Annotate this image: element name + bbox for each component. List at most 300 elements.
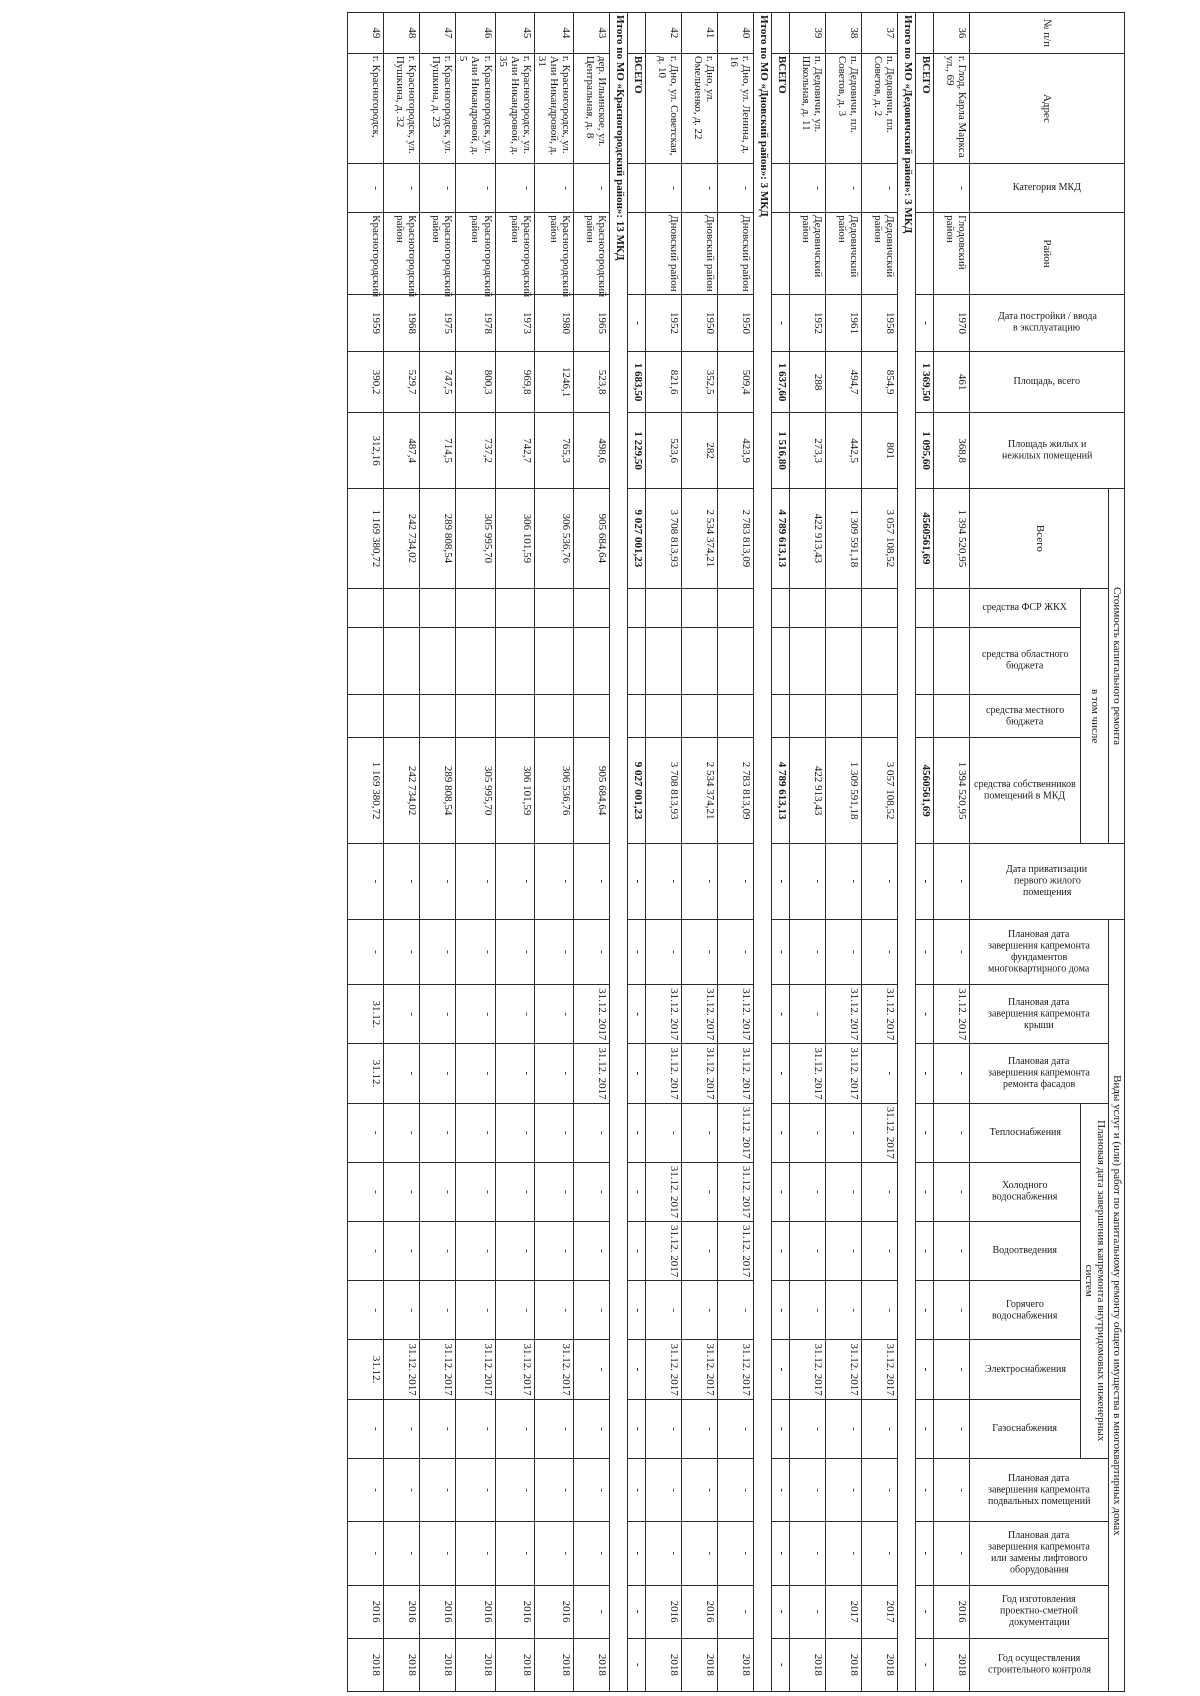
- fsr-cell: [420, 588, 456, 627]
- year-cell: 1978: [456, 294, 495, 351]
- gas-date-cell: -: [348, 1399, 384, 1458]
- table-row: [718, 13, 754, 1692]
- regional-cell: [682, 627, 718, 694]
- foundation-date-cell: -: [534, 919, 573, 984]
- address-cell: г. Красногородск, ул. Пушкина, д. 32: [384, 53, 420, 163]
- foundation-date-cell: -: [934, 919, 970, 984]
- foundation-date-cell: -: [646, 919, 682, 984]
- header-owners: средства собственников помещений в МКД: [970, 738, 1081, 844]
- table-row: [826, 13, 862, 1692]
- category-cell: -: [495, 164, 534, 213]
- area-total-cell: 509,4: [718, 352, 754, 413]
- electric-date-cell: 31.12. 2017: [456, 1340, 495, 1399]
- electric-date-cell: 31.12. 2017: [862, 1340, 898, 1399]
- year-cell: 1958: [862, 294, 898, 351]
- header-cost-group: Стоимость капитального ремонта: [1109, 488, 1125, 843]
- cold-water-date-cell: -: [534, 1162, 573, 1221]
- hot-water-date-cell: -: [348, 1281, 384, 1340]
- year-cell: 1959: [348, 294, 384, 351]
- table-row: [934, 13, 970, 1692]
- gas-date-cell: -: [916, 1399, 934, 1458]
- roof-date-cell: 31.12. 2017: [934, 985, 970, 1044]
- privatization-cell: -: [916, 844, 934, 920]
- area-living-cell: 737,2: [456, 413, 495, 489]
- sewer-date-cell: -: [456, 1222, 495, 1281]
- header-electric: Электроснабжения: [970, 1340, 1081, 1399]
- fsr-cell: [534, 588, 573, 627]
- foundation-date-cell: -: [628, 919, 646, 984]
- district-cell: Дновский район: [718, 213, 754, 295]
- control-year-cell: 2018: [420, 1638, 456, 1691]
- design-year-cell: 2017: [862, 1585, 898, 1638]
- gas-date-cell: -: [826, 1399, 862, 1458]
- facade-date-cell: -: [628, 1044, 646, 1103]
- electric-date-cell: 31.12. 2017: [682, 1340, 718, 1399]
- facade-date-cell: -: [916, 1044, 934, 1103]
- fsr-cell: [646, 588, 682, 627]
- row-number: 43: [574, 13, 610, 54]
- table-body: [348, 13, 970, 1692]
- cold-water-date-cell: -: [826, 1162, 862, 1221]
- area-living-cell: 714,5: [420, 413, 456, 489]
- design-year-cell: 2016: [348, 1585, 384, 1638]
- design-year-cell: -: [790, 1585, 826, 1638]
- basement-date-cell: -: [916, 1458, 934, 1521]
- header-category: Категория МКД: [970, 164, 1125, 213]
- hot-water-date-cell: -: [574, 1281, 610, 1340]
- elevator-date-cell: -: [826, 1522, 862, 1585]
- heat-date-cell: -: [826, 1103, 862, 1162]
- design-year-cell: -: [772, 1585, 790, 1638]
- area-living-cell: 765,3: [534, 413, 573, 489]
- row-number: 47: [420, 13, 456, 54]
- district-cell: Красногородский район: [495, 213, 534, 295]
- address-cell: г. Дно, ул. Омельченко, д. 22: [682, 53, 718, 163]
- control-year-cell: 2018: [682, 1638, 718, 1691]
- heat-date-cell: -: [384, 1103, 420, 1162]
- heat-date-cell: 31.12. 2017: [718, 1103, 754, 1162]
- facade-date-cell: 31.12.: [348, 1044, 384, 1103]
- gas-date-cell: -: [384, 1399, 420, 1458]
- table-row: [790, 13, 826, 1692]
- owners-funds-cell: 1 309 591,18: [826, 738, 862, 844]
- electric-date-cell: -: [934, 1340, 970, 1399]
- total-cost-cell: 2 534 374,21: [682, 488, 718, 588]
- total-cost-cell: 4560561,69: [916, 488, 934, 588]
- hot-water-date-cell: -: [826, 1281, 862, 1340]
- address-cell: г. Красногородск, ул. Ани Никандровой, д. 5: [456, 53, 495, 163]
- group-row: [754, 13, 772, 1692]
- roof-date-cell: 31.12. 2017: [862, 985, 898, 1044]
- elevator-date-cell: -: [534, 1522, 573, 1585]
- roof-date-cell: 31.12.: [348, 985, 384, 1044]
- address-cell: ВСЕГО: [772, 53, 790, 163]
- category-cell: -: [826, 164, 862, 213]
- area-total-cell: 390,2: [348, 352, 384, 413]
- header-foundation: Плановая дата завершения капремонта фундаментов многоквартирного дома: [970, 919, 1109, 984]
- table-row: [420, 13, 456, 1692]
- foundation-date-cell: -: [826, 919, 862, 984]
- local-cell: [718, 695, 754, 738]
- category-cell: [916, 164, 934, 213]
- hot-water-date-cell: -: [934, 1281, 970, 1340]
- control-year-cell: 2018: [534, 1638, 573, 1691]
- fsr-cell: [574, 588, 610, 627]
- electric-date-cell: 31.12. 2017: [384, 1340, 420, 1399]
- fsr-cell: [718, 588, 754, 627]
- design-year-cell: 2016: [456, 1585, 495, 1638]
- gas-date-cell: -: [495, 1399, 534, 1458]
- total-cost-cell: 242 734,02: [384, 488, 420, 588]
- group-row: [898, 13, 916, 1692]
- hot-water-date-cell: -: [646, 1281, 682, 1340]
- control-year-cell: 2018: [826, 1638, 862, 1691]
- local-cell: [384, 695, 420, 738]
- category-cell: -: [574, 164, 610, 213]
- year-cell: -: [916, 294, 934, 351]
- regional-cell: [456, 627, 495, 694]
- district-cell: Красногородский район: [456, 213, 495, 295]
- facade-date-cell: -: [862, 1044, 898, 1103]
- year-cell: 1965: [574, 294, 610, 351]
- address-cell: г. Дно, ул. Советская, д. 10: [646, 53, 682, 163]
- facade-date-cell: -: [495, 1044, 534, 1103]
- year-cell: -: [628, 294, 646, 351]
- owners-funds-cell: 289 808,54: [420, 738, 456, 844]
- row-number: 48: [384, 13, 420, 54]
- header-num: № п/п: [970, 13, 1125, 54]
- district-cell: Дедовичский район: [826, 213, 862, 295]
- district-cell: Дновский район: [682, 213, 718, 295]
- row-number: 40: [718, 13, 754, 54]
- header-basement: Плановая дата завершения капремонта подвальных помещений: [970, 1458, 1109, 1521]
- design-year-cell: 2016: [420, 1585, 456, 1638]
- area-living-cell: 498,6: [574, 413, 610, 489]
- sewer-date-cell: -: [628, 1222, 646, 1281]
- elevator-date-cell: -: [348, 1522, 384, 1585]
- control-year-cell: 2018: [348, 1638, 384, 1691]
- year-cell: 1973: [495, 294, 534, 351]
- area-living-cell: 312,16: [348, 413, 384, 489]
- electric-date-cell: -: [772, 1340, 790, 1399]
- foundation-date-cell: -: [916, 919, 934, 984]
- row-number: [772, 13, 790, 54]
- header-heat: Теплоснабжения: [970, 1103, 1081, 1162]
- owners-funds-cell: 4560561,69: [916, 738, 934, 844]
- elevator-date-cell: -: [682, 1522, 718, 1585]
- sewer-date-cell: -: [534, 1222, 573, 1281]
- basement-date-cell: -: [646, 1458, 682, 1521]
- electric-date-cell: 31.12. 2017: [420, 1340, 456, 1399]
- design-year-cell: 2016: [495, 1585, 534, 1638]
- privatization-cell: -: [826, 844, 862, 920]
- local-cell: [574, 695, 610, 738]
- privatization-cell: -: [534, 844, 573, 920]
- district-cell: [772, 213, 790, 295]
- header-regional: средства областного бюджета: [970, 627, 1081, 694]
- gas-date-cell: -: [534, 1399, 573, 1458]
- regional-cell: [646, 627, 682, 694]
- local-cell: [826, 695, 862, 738]
- heat-date-cell: -: [348, 1103, 384, 1162]
- control-year-cell: -: [628, 1638, 646, 1691]
- table-row: [348, 13, 384, 1692]
- privatization-cell: -: [790, 844, 826, 920]
- address-cell: г. Красногородск, ул. Пушкина, д. 23: [420, 53, 456, 163]
- roof-date-cell: -: [534, 985, 573, 1044]
- header-design-year: Год изготовления проектно-сметной документации: [970, 1585, 1109, 1638]
- header-facade: Плановая дата завершения капремонта ремонта фасадов: [970, 1044, 1109, 1103]
- elevator-date-cell: -: [646, 1522, 682, 1585]
- foundation-date-cell: -: [384, 919, 420, 984]
- privatization-cell: -: [495, 844, 534, 920]
- total-cost-cell: 305 995,70: [456, 488, 495, 588]
- total-cost-cell: 306 101,59: [495, 488, 534, 588]
- foundation-date-cell: -: [574, 919, 610, 984]
- sewer-date-cell: -: [826, 1222, 862, 1281]
- total-cost-cell: 4 789 613,13: [772, 488, 790, 588]
- regional-cell: [718, 627, 754, 694]
- design-year-cell: 2016: [682, 1585, 718, 1638]
- table-row: [574, 13, 610, 1692]
- year-cell: 1980: [534, 294, 573, 351]
- facade-date-cell: 31.12. 2017: [574, 1044, 610, 1103]
- privatization-cell: -: [574, 844, 610, 920]
- design-year-cell: -: [718, 1585, 754, 1638]
- area-living-cell: 423,9: [718, 413, 754, 489]
- foundation-date-cell: -: [495, 919, 534, 984]
- heat-date-cell: -: [916, 1103, 934, 1162]
- category-cell: -: [348, 164, 384, 213]
- row-number: 42: [646, 13, 682, 54]
- group-label: Итого по МО «Дновский район»: 3 МКД: [754, 13, 772, 1692]
- control-year-cell: 2018: [862, 1638, 898, 1691]
- header-area-total: Площадь, всего: [970, 352, 1125, 413]
- hot-water-date-cell: -: [495, 1281, 534, 1340]
- table-row: [862, 13, 898, 1692]
- area-total-cell: 352,5: [682, 352, 718, 413]
- fsr-cell: [916, 588, 934, 627]
- privatization-cell: -: [348, 844, 384, 920]
- design-year-cell: -: [628, 1585, 646, 1638]
- regional-cell: [862, 627, 898, 694]
- local-cell: [790, 695, 826, 738]
- cold-water-date-cell: -: [456, 1162, 495, 1221]
- district-cell: Красногородский район: [574, 213, 610, 295]
- gas-date-cell: -: [682, 1399, 718, 1458]
- hot-water-date-cell: -: [862, 1281, 898, 1340]
- owners-funds-cell: 2 783 813,09: [718, 738, 754, 844]
- heat-date-cell: -: [495, 1103, 534, 1162]
- elevator-date-cell: -: [420, 1522, 456, 1585]
- foundation-date-cell: -: [420, 919, 456, 984]
- roof-date-cell: -: [790, 985, 826, 1044]
- row-number: 41: [682, 13, 718, 54]
- owners-funds-cell: 1 394 520,95: [934, 738, 970, 844]
- area-total-cell: 288: [790, 352, 826, 413]
- hot-water-date-cell: -: [772, 1281, 790, 1340]
- cold-water-date-cell: -: [790, 1162, 826, 1221]
- facade-date-cell: -: [384, 1044, 420, 1103]
- electric-date-cell: 31.12.: [348, 1340, 384, 1399]
- gas-date-cell: -: [718, 1399, 754, 1458]
- address-cell: г. Красногородск,: [348, 53, 384, 163]
- header-eng-group: Плановая дата завершения капремонта внутридомовых инженерных систем: [1081, 1103, 1109, 1458]
- hot-water-date-cell: -: [534, 1281, 573, 1340]
- area-total-cell: 1 683,50: [628, 352, 646, 413]
- district-cell: Красногородский район: [534, 213, 573, 295]
- owners-funds-cell: 3 708 813,93: [646, 738, 682, 844]
- elevator-date-cell: -: [384, 1522, 420, 1585]
- address-cell: п. Дедовичи, ул. Школьная, д. 11: [790, 53, 826, 163]
- hot-water-date-cell: -: [420, 1281, 456, 1340]
- gas-date-cell: -: [862, 1399, 898, 1458]
- row-number: 44: [534, 13, 573, 54]
- district-cell: [916, 213, 934, 295]
- district-cell: Красногородский район: [384, 213, 420, 295]
- area-living-cell: 368,8: [934, 413, 970, 489]
- owners-funds-cell: 306 536,76: [534, 738, 573, 844]
- area-living-cell: 282: [682, 413, 718, 489]
- local-cell: [628, 695, 646, 738]
- year-cell: 1970: [934, 294, 970, 351]
- header-cold-water: Холодного водоснабжения: [970, 1162, 1081, 1221]
- basement-date-cell: -: [495, 1458, 534, 1521]
- design-year-cell: -: [916, 1585, 934, 1638]
- group-row: [610, 13, 628, 1692]
- local-cell: [420, 695, 456, 738]
- category-cell: [628, 164, 646, 213]
- privatization-cell: -: [646, 844, 682, 920]
- control-year-cell: 2018: [384, 1638, 420, 1691]
- heat-date-cell: -: [772, 1103, 790, 1162]
- area-total-cell: 1 637,60: [772, 352, 790, 413]
- regional-cell: [574, 627, 610, 694]
- elevator-date-cell: -: [495, 1522, 534, 1585]
- total-cost-cell: 422 913,43: [790, 488, 826, 588]
- privatization-cell: -: [772, 844, 790, 920]
- local-cell: [682, 695, 718, 738]
- gas-date-cell: -: [628, 1399, 646, 1458]
- hot-water-date-cell: -: [916, 1281, 934, 1340]
- row-number: 39: [790, 13, 826, 54]
- sewer-date-cell: 31.12. 2017: [646, 1222, 682, 1281]
- area-living-cell: 442,5: [826, 413, 862, 489]
- basement-date-cell: -: [772, 1458, 790, 1521]
- heat-date-cell: -: [790, 1103, 826, 1162]
- table-row: [384, 13, 420, 1692]
- total-cost-cell: 9 027 001,23: [628, 488, 646, 588]
- sewer-date-cell: -: [772, 1222, 790, 1281]
- roof-date-cell: 31.12. 2017: [826, 985, 862, 1044]
- control-year-cell: -: [772, 1638, 790, 1691]
- basement-date-cell: -: [718, 1458, 754, 1521]
- category-cell: -: [862, 164, 898, 213]
- owners-funds-cell: 306 101,59: [495, 738, 534, 844]
- sewer-date-cell: -: [862, 1222, 898, 1281]
- control-year-cell: 2018: [790, 1638, 826, 1691]
- design-year-cell: 2016: [646, 1585, 682, 1638]
- year-cell: 1950: [718, 294, 754, 351]
- fsr-cell: [682, 588, 718, 627]
- owners-funds-cell: 305 995,70: [456, 738, 495, 844]
- cold-water-date-cell: 31.12. 2017: [718, 1162, 754, 1221]
- roof-date-cell: 31.12. 2017: [574, 985, 610, 1044]
- privatization-cell: -: [420, 844, 456, 920]
- district-cell: Красногородский: [348, 213, 384, 295]
- area-living-cell: 273,3: [790, 413, 826, 489]
- fsr-cell: [772, 588, 790, 627]
- area-living-cell: 1 095,60: [916, 413, 934, 489]
- fsr-cell: [934, 588, 970, 627]
- area-total-cell: 821,6: [646, 352, 682, 413]
- electric-date-cell: -: [628, 1340, 646, 1399]
- control-year-cell: 2018: [646, 1638, 682, 1691]
- local-cell: [495, 695, 534, 738]
- facade-date-cell: 31.12. 2017: [718, 1044, 754, 1103]
- regional-cell: [420, 627, 456, 694]
- basement-date-cell: -: [574, 1458, 610, 1521]
- roof-date-cell: -: [456, 985, 495, 1044]
- area-living-cell: 742,7: [495, 413, 534, 489]
- control-year-cell: 2018: [495, 1638, 534, 1691]
- foundation-date-cell: -: [718, 919, 754, 984]
- header-incl: в том числе: [1081, 588, 1109, 843]
- roof-date-cell: 31.12. 2017: [682, 985, 718, 1044]
- owners-funds-cell: 242 734,02: [384, 738, 420, 844]
- local-cell: [348, 695, 384, 738]
- privatization-cell: -: [718, 844, 754, 920]
- basement-date-cell: -: [934, 1458, 970, 1521]
- category-cell: -: [790, 164, 826, 213]
- foundation-date-cell: -: [348, 919, 384, 984]
- local-cell: [862, 695, 898, 738]
- address-cell: г. Глод, Карла Маркса ул., 69: [934, 53, 970, 163]
- year-cell: 1952: [790, 294, 826, 351]
- heat-date-cell: -: [934, 1103, 970, 1162]
- sewer-date-cell: -: [420, 1222, 456, 1281]
- owners-funds-cell: 1 169 380,72: [348, 738, 384, 844]
- sewer-date-cell: -: [384, 1222, 420, 1281]
- sewer-date-cell: -: [348, 1222, 384, 1281]
- category-cell: -: [646, 164, 682, 213]
- elevator-date-cell: -: [862, 1522, 898, 1585]
- hot-water-date-cell: -: [718, 1281, 754, 1340]
- total-row: [628, 13, 646, 1692]
- local-cell: [916, 695, 934, 738]
- fsr-cell: [862, 588, 898, 627]
- group-label: Итого по МО «Дедовичский район»: 3 МКД: [898, 13, 916, 1692]
- gas-date-cell: -: [420, 1399, 456, 1458]
- regional-cell: [826, 627, 862, 694]
- basement-date-cell: -: [628, 1458, 646, 1521]
- sewer-date-cell: -: [916, 1222, 934, 1281]
- facade-date-cell: -: [456, 1044, 495, 1103]
- electric-date-cell: 31.12. 2017: [646, 1340, 682, 1399]
- owners-funds-cell: 4 789 613,13: [772, 738, 790, 844]
- facade-date-cell: -: [934, 1044, 970, 1103]
- heat-date-cell: 31.12. 2017: [862, 1103, 898, 1162]
- privatization-cell: -: [456, 844, 495, 920]
- header-district: Район: [970, 213, 1125, 295]
- district-cell: Красногородский район: [420, 213, 456, 295]
- owners-funds-cell: 422 913,43: [790, 738, 826, 844]
- header-year-built: Дата постройки / ввода в эксплуатацию: [970, 294, 1125, 351]
- basement-date-cell: -: [384, 1458, 420, 1521]
- owners-funds-cell: 2 534 374,21: [682, 738, 718, 844]
- category-cell: -: [420, 164, 456, 213]
- privatization-cell: -: [862, 844, 898, 920]
